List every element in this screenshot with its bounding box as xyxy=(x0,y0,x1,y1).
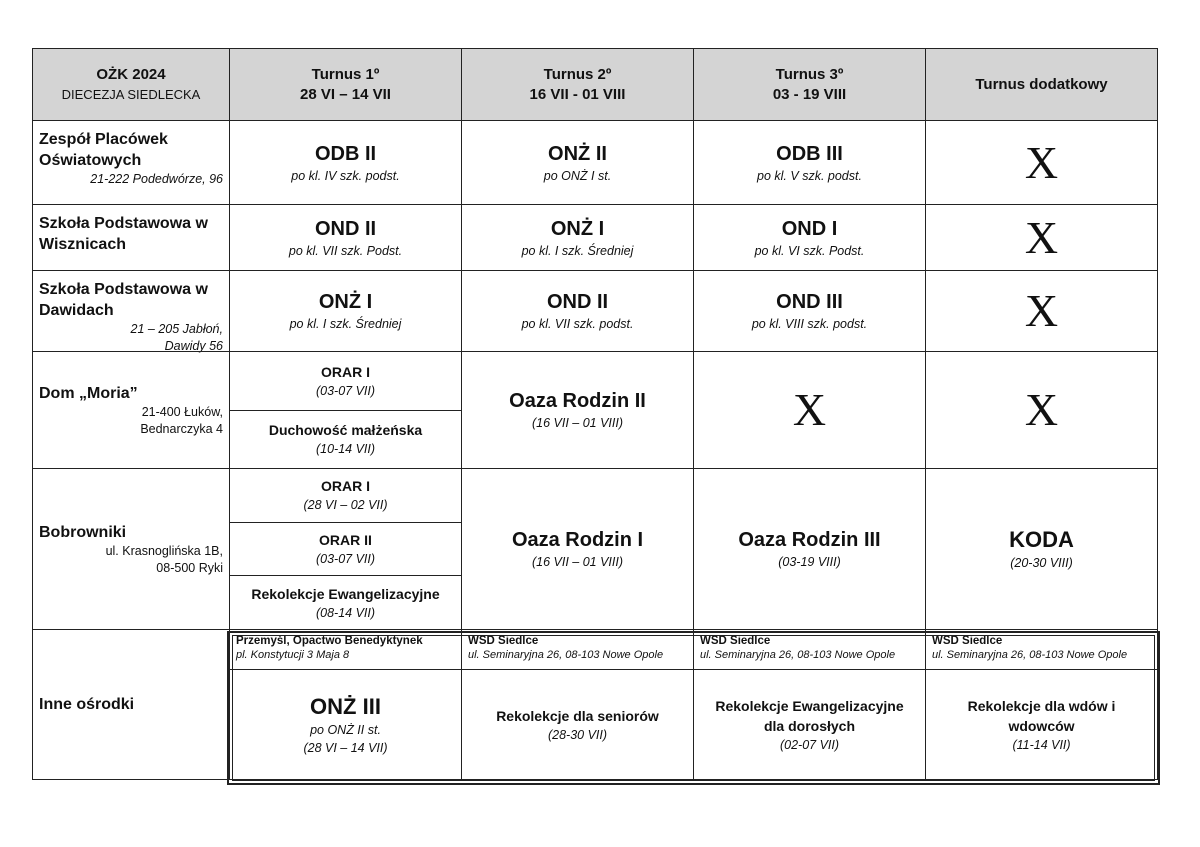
course-title: ORAR II xyxy=(319,532,372,548)
center-name: WSD Siedlce xyxy=(700,635,771,647)
place-name: Szkoła Podstawowa w Dawidach xyxy=(39,281,208,319)
turn-dates: 16 VII - 01 VIII xyxy=(529,85,626,103)
sub-course xyxy=(230,469,461,523)
course-dates: (10-14 VII) xyxy=(315,442,376,457)
course-title: OND III xyxy=(776,291,843,313)
place-cell xyxy=(32,351,229,468)
course-cell xyxy=(693,468,925,629)
place-address-line-1: 21-400 Łuków, xyxy=(141,404,223,419)
center-name: WSD Siedlce xyxy=(468,635,539,647)
place-cell xyxy=(32,629,229,780)
center-course xyxy=(694,670,925,779)
course-note: po kl. VI szk. Podst. xyxy=(754,243,865,258)
center-course xyxy=(230,670,461,779)
course-title: Oaza Rodzin II xyxy=(509,390,646,412)
course-note: po kl. I szk. Średniej xyxy=(289,317,402,331)
course-title: ODB III xyxy=(776,142,843,165)
place-name: Szkoła Podstawowa w Wisznicach xyxy=(39,215,208,253)
x-mark-icon: X xyxy=(1024,384,1059,435)
course-cell xyxy=(229,204,461,270)
course-note: po kl. VIII szk. podst. xyxy=(751,317,868,331)
turn-dates: 03 - 19 VIII xyxy=(772,85,847,103)
other-center-cell xyxy=(925,629,1158,780)
course-title: OND II xyxy=(546,291,609,313)
table-corner-header xyxy=(32,48,229,120)
place-address-line-2: 08-500 Ryki xyxy=(156,560,223,575)
sub-course xyxy=(230,352,461,411)
course-dates: (16 VII – 01 VIII) xyxy=(531,416,623,430)
place-address: 21-222 Podedwórze, 96 xyxy=(90,172,223,186)
place-cell xyxy=(32,120,229,204)
course-dates: (08-14 VII) xyxy=(315,605,376,620)
place-address-line-1: ul. Krasnoglińska 1B, xyxy=(105,543,223,558)
sub-course xyxy=(230,576,461,629)
empty-slot-cell xyxy=(925,351,1158,468)
course-cell xyxy=(693,270,925,351)
sub-course xyxy=(230,523,461,577)
turn-2-header xyxy=(461,48,693,120)
center-header xyxy=(694,630,925,670)
course-cell xyxy=(461,351,693,468)
course-dates: (20-30 VIII) xyxy=(1010,556,1073,570)
other-center-cell xyxy=(693,629,925,780)
center-course xyxy=(926,670,1157,779)
course-cell xyxy=(229,270,461,351)
other-center-cell xyxy=(229,629,461,780)
course-title: ONŻ I xyxy=(318,291,373,313)
x-mark-icon: X xyxy=(1024,136,1059,188)
table-title: OŻK 2024 xyxy=(96,65,166,83)
course-title: Oaza Rodzin III xyxy=(738,529,881,551)
split-course-cell xyxy=(229,351,461,468)
place-address-line-2: Bednarczyka 4 xyxy=(140,421,223,436)
course-title: OND I xyxy=(781,217,838,240)
course-dates: (28 VI – 02 VII) xyxy=(303,498,388,513)
course-note: po kl. VII szk. podst. xyxy=(521,317,634,331)
course-cell xyxy=(693,204,925,270)
turn-name: Turnus 3º xyxy=(775,65,844,83)
course-cell xyxy=(461,270,693,351)
course-cell xyxy=(461,204,693,270)
course-cell xyxy=(461,120,693,204)
empty-slot-cell xyxy=(925,120,1158,204)
course-title: Rekolekcje dla seniorów xyxy=(496,707,659,724)
course-title: Rekolekcje Ewangelizacyjne xyxy=(715,697,904,714)
course-title: ONŻ III xyxy=(310,693,381,719)
course-note: po kl. VII szk. Podst. xyxy=(288,243,403,258)
place-cell xyxy=(32,270,229,351)
course-note: po kl. V szk. podst. xyxy=(757,168,862,183)
other-center-cell xyxy=(461,629,693,780)
center-name: WSD Siedlce xyxy=(932,635,1003,647)
turn-extra-header xyxy=(925,48,1158,120)
other-centers-label: Inne ośrodki xyxy=(39,696,135,713)
x-mark-icon: X xyxy=(1024,211,1059,263)
course-title: ONŻ II xyxy=(548,142,607,165)
course-note: po kl. I szk. Średniej xyxy=(521,243,634,258)
split-course-cell xyxy=(229,468,461,629)
center-address: ul. Seminaryjna 26, 08-103 Nowe Opole xyxy=(932,649,1128,661)
empty-slot-cell xyxy=(925,270,1158,351)
course-dates: (03-07 VII) xyxy=(315,383,376,398)
course-title: Rekolekcje dla wdów i xyxy=(967,697,1116,714)
course-note: po ONŻ II st. xyxy=(310,722,381,737)
place-name: Bobrowniki xyxy=(39,523,127,541)
course-title: ORAR I xyxy=(321,478,370,495)
course-note: po ONŻ I st. xyxy=(543,168,612,183)
course-title-line-2: dla dorosłych xyxy=(763,717,856,734)
place-name: Zespół Placówek Oświatowych xyxy=(39,131,168,169)
course-dates: (03-07 VII) xyxy=(315,552,376,566)
place-address-line-1: 21 – 205 Jabłoń, xyxy=(130,322,223,336)
course-title-line-2: wdowców xyxy=(1008,717,1075,734)
course-title: ODB II xyxy=(314,142,377,165)
empty-slot-cell xyxy=(693,351,925,468)
place-name: Dom „Moria” xyxy=(39,384,138,402)
course-cell xyxy=(229,120,461,204)
course-title: OND II xyxy=(314,217,377,240)
place-cell xyxy=(32,468,229,629)
place-address-line-2: Dawidy 56 xyxy=(164,339,223,353)
course-dates: (28 VI – 14 VII) xyxy=(303,740,388,755)
course-title: Rekolekcje Ewangelizacyjne xyxy=(251,585,440,602)
center-header xyxy=(462,630,693,670)
x-mark-icon: X xyxy=(792,384,827,435)
course-title: ORAR I xyxy=(321,363,370,380)
x-mark-icon: X xyxy=(1024,285,1059,336)
center-header xyxy=(926,630,1157,670)
center-header xyxy=(230,630,461,670)
course-title: ONŻ I xyxy=(550,217,605,240)
empty-slot-cell xyxy=(925,204,1158,270)
course-note: po kl. IV szk. podst. xyxy=(291,168,400,183)
course-title: Oaza Rodzin I xyxy=(511,529,644,551)
course-title: KODA xyxy=(1009,527,1074,552)
schedule-table xyxy=(32,48,1158,780)
course-cell xyxy=(461,468,693,629)
turn-3-header xyxy=(693,48,925,120)
course-dates: (03-19 VIII) xyxy=(778,555,841,569)
course-dates: (28-30 VII) xyxy=(547,727,608,742)
center-course xyxy=(462,670,693,779)
course-dates: (16 VII – 01 VIII) xyxy=(531,555,623,569)
course-cell xyxy=(925,468,1158,629)
place-cell xyxy=(32,204,229,270)
center-address: pl. Konstytucji 3 Maja 8 xyxy=(236,649,350,661)
turn-name: Turnus 1º xyxy=(311,65,380,83)
diocese-label: DIECEZJA SIEDLECKA xyxy=(61,86,201,102)
course-cell xyxy=(693,120,925,204)
course-dates: (02-07 VII) xyxy=(779,737,840,752)
turn-dates: 28 VI – 14 VII xyxy=(300,85,391,103)
course-dates: (11-14 VII) xyxy=(1012,737,1071,752)
turn-1-header xyxy=(229,48,461,120)
sub-course xyxy=(230,411,461,469)
course-title: Duchowość małżeńska xyxy=(268,422,423,439)
center-address: ul. Seminaryjna 26, 08-103 Nowe Opole xyxy=(700,649,896,661)
turn-name: Turnus 2º xyxy=(543,65,612,83)
center-address: ul. Seminaryjna 26, 08-103 Nowe Opole xyxy=(468,649,664,661)
turn-name: Turnus dodatkowy xyxy=(975,75,1108,93)
center-name: Przemyśl, Opactwo Benedyktynek xyxy=(236,635,423,647)
